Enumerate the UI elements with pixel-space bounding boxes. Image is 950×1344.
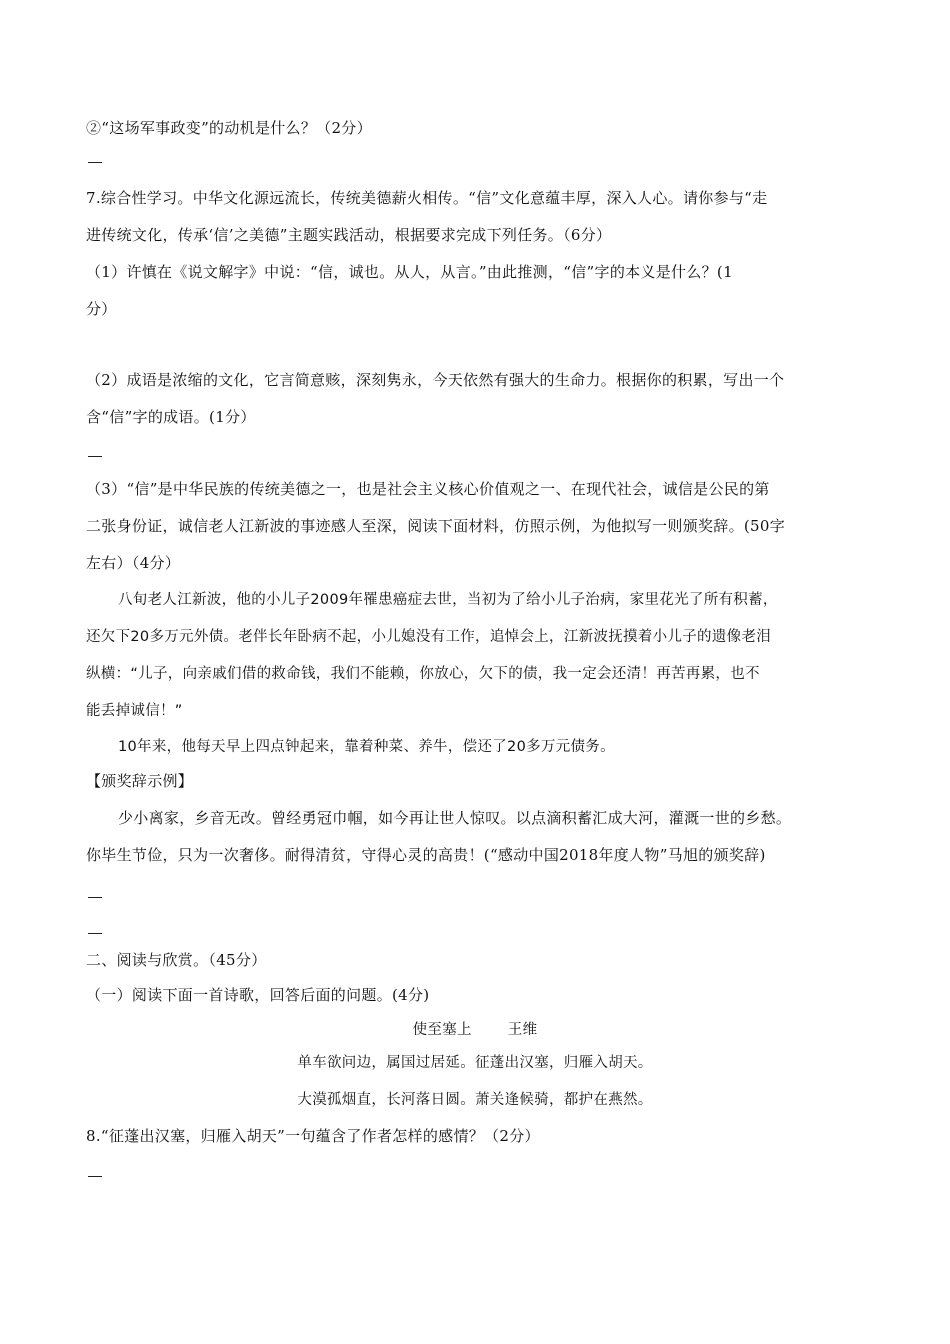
poem-author: 王维 [507, 1022, 538, 1038]
question-7-sub-2-cont: 含“信”字的成语。(1分） [86, 408, 256, 426]
question-7-sub-1: （1）许慎在《说文解字》中说：“信，诚也。从人，从言。”由此推测，“信”字的本义是什么？(1 [86, 263, 733, 281]
material-paragraph-2: 10年来，他每天早上四点钟起来，靠着种菜、养牛，偿还了20多万元债务。 [118, 739, 615, 755]
question-8: 8.“征蓬出汉塞，归雁入胡天”一句蕴含了作者怎样的感情？（2分） [86, 1127, 540, 1145]
question-7-intro-cont: 进传统文化，传承‘信’之美德”主题实践活动，根据要求完成下列任务。（6分） [86, 226, 612, 244]
question-7-sub-3-cont: 二张身份证，诚信老人江新波的事迹感人至深，阅读下面材料，仿照示例，为他拟写一则颁奖辞。(50字 [86, 517, 786, 535]
poem-line-1: 单车欲问边，属国过居延。征蓬出汉塞，归雁入胡天。 [297, 1055, 653, 1071]
answer-line [88, 933, 102, 934]
poem-line-2: 大漠孤烟直，长河落日圆。萧关逢候骑，都护在燕然。 [297, 1092, 653, 1108]
poem-title: 使至塞上 [412, 1022, 472, 1038]
question-7-sub-1-cont: 分） [86, 300, 117, 318]
question-7-sub-3: （3）“信”是中华民族的传统美德之一，也是社会主义核心价值观之一、在现代社会，诚信是公民的第 [86, 480, 770, 498]
question-7-intro: 7.综合性学习。中华文化源远流长，传统美德薪火相传。“信”文化意蕴丰厚，深入人心。请你参与“走 [86, 189, 768, 207]
answer-line [88, 162, 102, 163]
question-7-sub-2: （2）成语是浓缩的文化，它言简意赅，深刻隽永，今天依然有强大的生命力。根据你的积累，写出一个 [86, 371, 785, 389]
answer-line [88, 456, 102, 457]
question-6-part-2: ②“这场军事政变”的动机是什么？（2分） [86, 119, 372, 137]
section-2-part-1-heading: （一）阅读下面一首诗歌，回答后面的问题。(4分) [86, 986, 430, 1004]
example-heading: 【颁奖辞示例】 [86, 772, 194, 790]
example-paragraph-cont: 你毕生节俭，只为一次奢侈。耐得清贫，守得心灵的高贵！(“感动中国2018年度人物”马旭的颁奖辞) [86, 846, 766, 864]
answer-line [88, 897, 102, 898]
question-7-sub-3-cont: 左右）（4分） [86, 554, 181, 572]
example-paragraph: 少小离家，乡音无改。曾经勇冠巾帼，如今再让世人惊叹。以点滴积蓄汇成大河，灌溉一世的乡愁。 [118, 809, 792, 827]
material-paragraph-1-cont: 还欠下20多万元外债。老伴长年卧病不起，小儿媳没有工作，追悼会上，江新波抚摸着小儿子的遗像老泪 [86, 629, 772, 645]
poem-title-line [86, 1020, 864, 1040]
material-paragraph-1: 八旬老人江新波，他的小儿子2009年罹患癌症去世，当初为了给小儿子治病，家里花光了所有积蓄， [118, 592, 778, 608]
section-2-heading: 二、阅读与欣赏。（45分） [86, 951, 267, 969]
answer-line [88, 1176, 102, 1177]
material-paragraph-1-cont: 纵横：“儿子，向亲戚们借的救命钱，我们不能赖，你放心，欠下的债，我一定会还清！再苦再累，也不 [86, 666, 760, 682]
material-paragraph-1-cont: 能丢掉诚信！” [86, 703, 183, 719]
